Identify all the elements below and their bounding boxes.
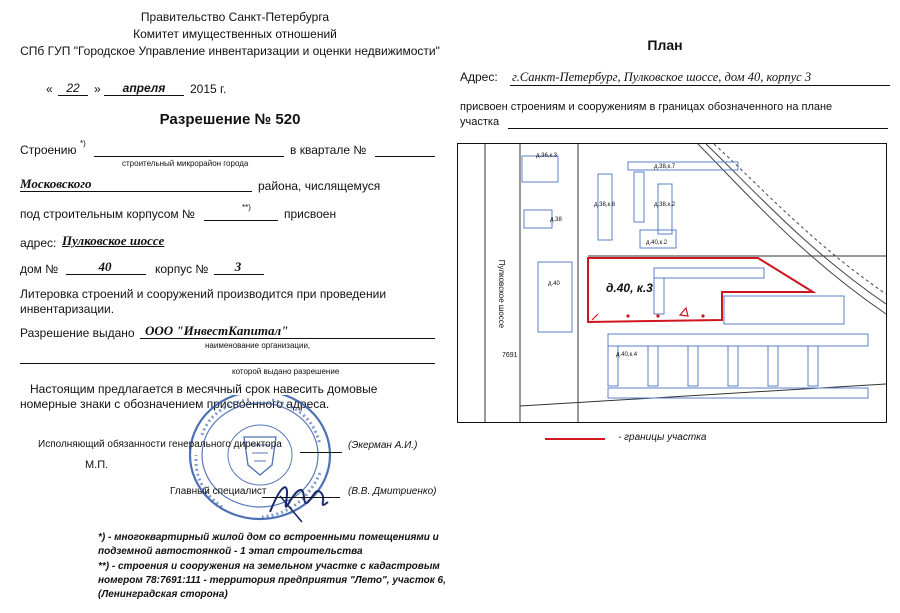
issued-line — [140, 338, 435, 339]
plan-address-label: Адрес: — [460, 70, 498, 84]
house-label: дом № — [20, 262, 59, 276]
header-line-1: Правительство Санкт-Петербурга — [140, 10, 330, 24]
issued-label: Разрешение выдано — [20, 326, 135, 340]
litera-line-2: инвентаризации. — [20, 302, 115, 316]
notice-line-2: номерные знаки с обозначением присвоенного адреса. — [20, 397, 330, 411]
address-label: адрес: — [20, 236, 57, 250]
korpus-label: корпус № — [155, 262, 209, 276]
label-b38: д.38 — [550, 217, 562, 223]
issued-value: ООО "ИнвестКапитал" — [145, 323, 289, 338]
plan-address-value: г.Санкт-Петербург, Пулковское шоссе, дом 40, корпус 3 — [512, 70, 812, 84]
district-label: района, числящемуся — [258, 179, 381, 193]
director-name: (Экерман А.И.) — [348, 440, 418, 451]
quarter-line — [375, 156, 435, 157]
street-label: Пулковское шоссе — [497, 259, 506, 329]
footnote-1-line-2: подземной автостоянкой - 1 этап строительства — [98, 546, 363, 557]
label-b38k7: д.38,к.7 — [654, 164, 676, 170]
permit-title: Разрешение № 520 — [159, 111, 301, 128]
quarter-label: в квартале № — [290, 143, 367, 157]
header-line-2: Комитет имущественных отношений — [133, 27, 337, 41]
label-b40k2: д.40,к.2 — [646, 240, 668, 246]
plot-label: д.40, к.3 — [606, 281, 653, 295]
date-year: 2015 г. — [190, 82, 227, 96]
site-plan-drawing — [458, 144, 886, 422]
footnote-2-line-3: (Ленинградская сторона) — [98, 589, 228, 600]
house-value: 40 — [98, 259, 112, 274]
building-label: Строению — [20, 143, 77, 157]
legend-boundary-label: - границы участка — [618, 432, 707, 443]
plan-title: План — [647, 37, 683, 53]
date-day-line — [58, 95, 88, 96]
date-open-quote: « — [46, 82, 53, 96]
plan-address-line — [510, 85, 890, 86]
district-line — [20, 191, 252, 192]
plan-assigned-line-2: участка — [460, 116, 500, 128]
footnote-2-line-2: номером 78:7691:111 - территория предприятия "Лето", участок 6, — [98, 575, 446, 586]
site-plan-map — [457, 143, 887, 423]
footnote-2-line-1: **) - строения и сооружения на земельном участке с кадастровым — [98, 561, 440, 572]
corpus-line — [204, 220, 278, 221]
header-line-3: СПб ГУП "Городское Управление инвентаризации и оценки недвижимости" — [20, 44, 440, 58]
chief-sign-line — [262, 497, 340, 498]
issued-line-2 — [20, 363, 435, 364]
legend-boundary-swatch — [545, 438, 605, 440]
footnote-1-line-1: *) - многоквартирный жилой дом со встроенными помещениями и — [98, 532, 439, 543]
date-day: 22 — [66, 81, 80, 95]
issuer-hint: которой выдано разрешение — [232, 367, 340, 376]
building-mark: *) — [80, 139, 86, 148]
org-hint: наименование организации, — [205, 341, 311, 350]
label-b40k4: д.40,к.4 — [616, 352, 638, 358]
chief-name: (В.В. Дмитриенко) — [348, 486, 437, 497]
chief-title: Главный специалист — [170, 486, 267, 497]
building-line — [94, 156, 284, 157]
handwritten-signature — [262, 472, 337, 524]
label-b38k2: д.38,к.2 — [654, 202, 676, 208]
date-month-line — [104, 95, 184, 96]
mp-label: М.П. — [85, 459, 109, 471]
label-b36k3: д.36,к.3 — [536, 153, 558, 159]
korpus-value: 3 — [234, 259, 242, 274]
litera-line-1: Литеровка строений и сооружений производится при проведении — [20, 287, 387, 301]
plan-assigned-underline — [508, 128, 888, 129]
director-title: Исполняющий обязанности генерального директора — [38, 439, 282, 450]
corpus-label: под строительным корпусом № — [20, 207, 195, 221]
corpus-mark: **) — [242, 203, 251, 212]
quarter-number: 7691 — [502, 352, 518, 359]
district-value: Московского — [20, 176, 92, 191]
notice-line-1: Настоящим предлагается в месячный срок навесить домовые — [30, 382, 378, 396]
plan-assigned-line-1: присвоен строениям и сооружениям в границах обозначенного на плане — [460, 101, 833, 113]
address-value: Пулковское шоссе — [62, 233, 165, 248]
date-close-quote: » — [94, 82, 101, 96]
label-b40: д.40 — [548, 281, 560, 287]
microdistrict-hint: строительный микрорайон города — [122, 159, 249, 168]
date-month: апреля — [122, 81, 166, 95]
house-line — [66, 274, 146, 275]
label-b38k6: д.38,к.6 — [594, 202, 616, 208]
korpus-line — [214, 274, 264, 275]
assigned-label: присвоен — [284, 207, 337, 221]
director-sign-line — [300, 452, 342, 453]
